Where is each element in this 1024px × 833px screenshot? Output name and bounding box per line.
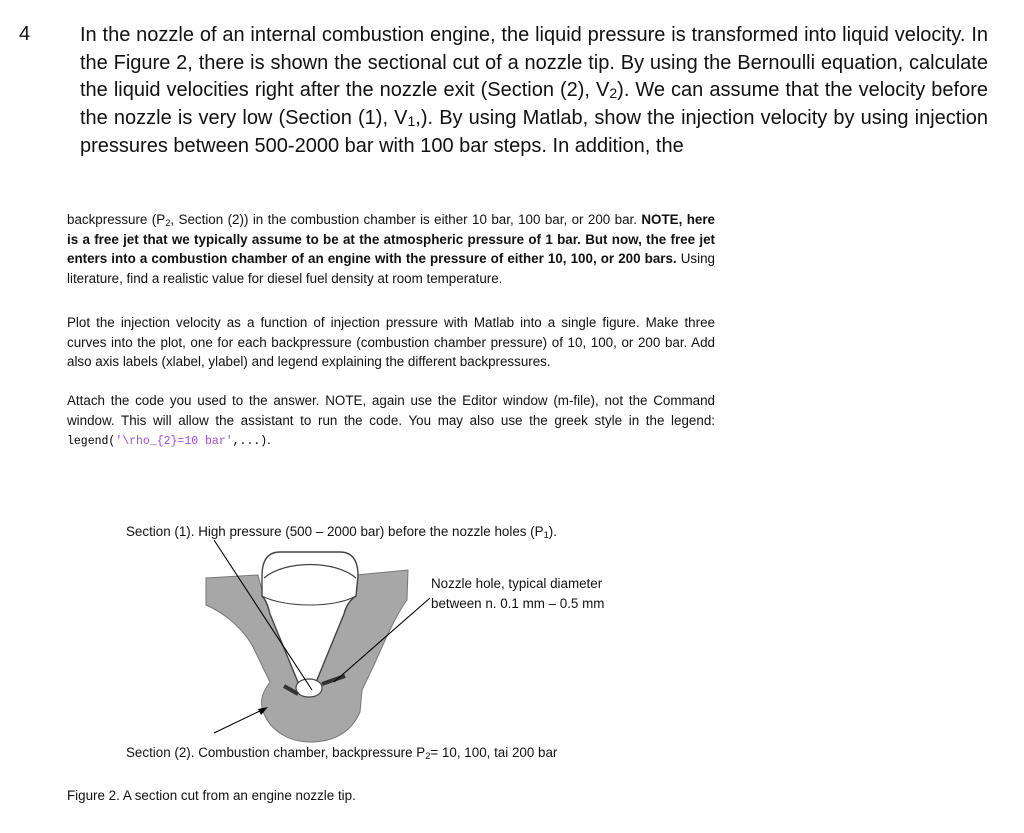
- intro-text-c: ,). By using Matlab, show the injection velocity by using injection pressures between 500-2000 bar with 100 bar steps. In addition, the: [80, 107, 989, 157]
- nozzle-label-line2: between n. 0.1 mm – 0.5 mm: [431, 595, 605, 611]
- section2-arrow: [214, 709, 264, 733]
- p1-note-bold: NOTE, here is a free jet that we typically assume to be at the atmospheric pressure of 1 bar. But now, the free jet enters into a combustion chamber of an engine with the pressure of either 10, 100, or 200 bars.: [67, 212, 715, 267]
- intro-text-a: In the nozzle of an internal combustion engine, the liquid pressure is transformed into liquid velocity. In the Figure 2, there is shown the sectional cut of a nozzle tip. By using the Bernoulli equation, calculate the liquid velocities right after the nozzle exit (Section (2), V: [80, 24, 988, 102]
- section1-label: [126, 522, 557, 542]
- nozzle-label-line1: Nozzle hole, typical diameter: [431, 576, 603, 591]
- plot-instructions-paragraph: Plot the injection velocity as a function of injection pressure with Matlab into a single figure. Make three curves into the plot, one for each backpressure (combustion chamber pressure) of 10, 100, or 200 bar. Add also axis labels (xlabel, ylabel) and legend explaining the different backpressures.: [67, 315, 715, 370]
- code-end: ,...): [232, 435, 268, 449]
- code-string: '\rho_{2}=10 bar': [115, 435, 233, 449]
- intro-sub-1: 1: [407, 113, 416, 130]
- p1-text-b: , Section (2)) in the combustion chamber is either 10 bar, 100 bar, or 200 bar.: [170, 212, 637, 227]
- section1-text-a: Section (1). High pressure (500 – 2000 bar) before the nozzle holes (P: [126, 524, 544, 539]
- p3-text: Attach the code you used to the answer. NOTE, again use the Editor window (m-file), not the Command window. This will allow the assistant to run the code. You may also use the greek style in the legend:: [67, 393, 715, 428]
- question-number: 4: [19, 23, 31, 45]
- p1-text-c: Using literature, find a realistic value for diesel fuel density at room temperature.: [67, 251, 715, 286]
- p1-text-a: backpressure (P: [67, 212, 166, 227]
- intro-text-b: ). We can assume that the velocity before the nozzle is very low (Section (1), V: [80, 79, 988, 130]
- p3-end: .: [267, 432, 271, 448]
- section1-text-b: ).: [548, 524, 557, 539]
- section2-sub: 2: [425, 751, 431, 761]
- p1-sub: 2: [165, 218, 171, 228]
- nozzle-sac: [296, 679, 322, 697]
- intro-sub-2: 2: [609, 85, 618, 102]
- nozzle-hole-label: [431, 574, 604, 613]
- figure-caption: Figure 2. A section cut from an engine nozzle tip.: [67, 788, 356, 803]
- section2-text-a: Section (2). Combustion chamber, backpressure P: [126, 745, 426, 760]
- section1-sub: 1: [543, 530, 549, 540]
- section2-label: [126, 743, 557, 763]
- code-fn: legend(: [67, 435, 116, 449]
- section2-text-b: = 10, 100, tai 200 bar: [430, 745, 558, 760]
